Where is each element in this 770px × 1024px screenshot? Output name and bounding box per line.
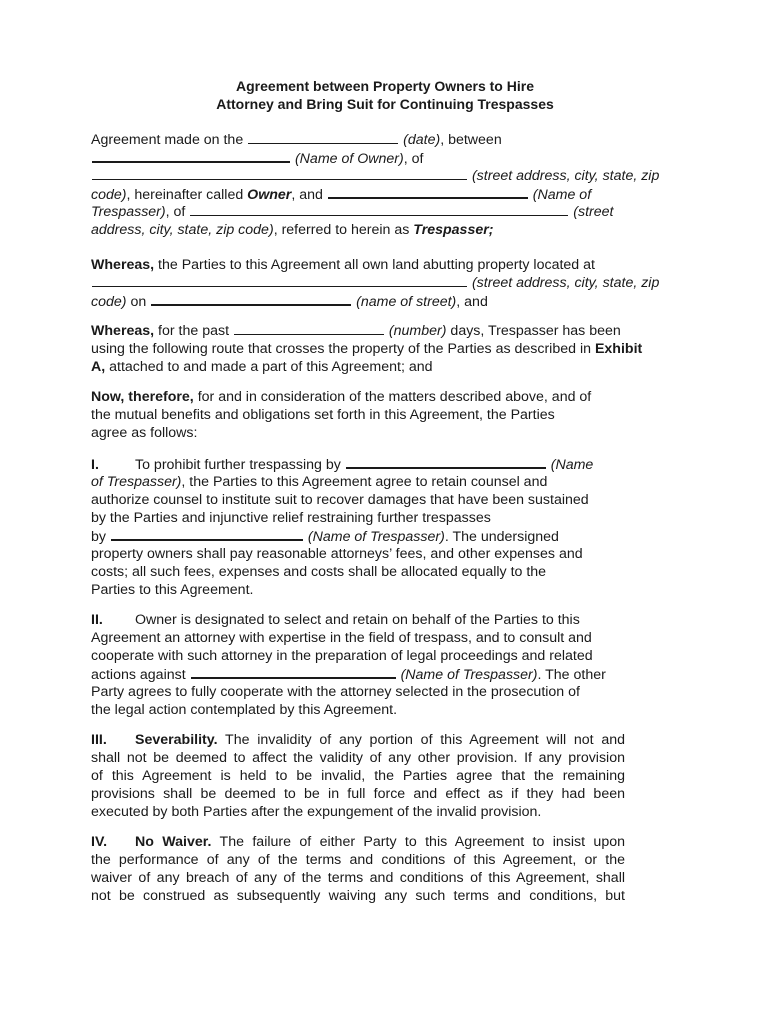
- section-1-number: I.: [91, 457, 99, 473]
- section-2-number: II.: [91, 612, 103, 628]
- section-2-line-5: Party agrees to fully cooperate with the attorney selected in the prosecution of: [91, 684, 580, 700]
- trespasser-name-blank-3[interactable]: [111, 527, 303, 541]
- section-3-heading: Severability.: [135, 732, 218, 748]
- whereas-2-line-1: Whereas, for the past (number) days, Trespasser has been: [91, 323, 621, 339]
- section-3-line-2: shall not be deemed to affect the validity of any other provision. If any provision: [91, 750, 625, 766]
- property-address-blank[interactable]: [92, 274, 467, 287]
- street-name-blank[interactable]: [151, 292, 351, 306]
- whereas-1-line-3: code) on (name of street), and: [91, 294, 488, 310]
- intro-line-1: Agreement made on the (date), between: [91, 132, 502, 148]
- trespasser-address-blank[interactable]: [190, 203, 568, 216]
- now-therefore-line-3: agree as follows:: [91, 425, 198, 441]
- section-2-line-1: II. Owner is designated to select and retain on behalf of the Parties to this: [91, 612, 580, 628]
- days-number-blank[interactable]: [234, 322, 384, 335]
- owner-name-blank[interactable]: [92, 149, 290, 163]
- intro-line-3: (street address, city, state, zip: [91, 167, 659, 185]
- document-title: [0, 77, 770, 113]
- section-1-line-8: Parties to this Agreement.: [91, 582, 254, 598]
- section-4-line-3: waiver of any breach of any of the terms and conditions of this Agreement, shall: [91, 870, 625, 886]
- section-3-line-3: of this Agreement is held to be invalid, the Parties agree that the remaining: [91, 768, 625, 784]
- trespasser-name-blank-4[interactable]: [191, 665, 396, 679]
- whereas-2-line-2: using the following route that crosses the property of the Parties as described in Exhibit: [91, 341, 643, 357]
- section-2-line-3: cooperate with such attorney in the preparation of legal proceedings and related: [91, 648, 593, 664]
- intro-line-2: (Name of Owner), of: [91, 149, 423, 168]
- now-therefore-line-1: Now, therefore, for and in consideration of the matters described above, and of: [91, 389, 592, 405]
- section-2-line-6: the legal action contemplated by this Agreement.: [91, 702, 398, 718]
- section-3-line-5: executed by both Parties after the expungement of the invalid provision.: [91, 804, 542, 820]
- whereas-1-line-1: Whereas, the Parties to this Agreement all own land abutting property located at: [91, 257, 595, 273]
- section-1-line-3: authorize counsel to institute suit to recover damages that have been sustained: [91, 492, 589, 508]
- section-4-line-2: the performance of any of the terms and conditions of this Agreement, or the: [91, 852, 625, 868]
- title-line-2: Attorney and Bring Suit for Continuing Trespasses: [216, 96, 554, 112]
- date-blank[interactable]: [248, 131, 398, 144]
- section-3-line-1: III. Severability. The invalidity of any portion of this Agreement will not and: [91, 732, 625, 748]
- section-1-line-2: of Trespasser), the Parties to this Agreement agree to retain counsel and: [91, 474, 548, 490]
- section-1-line-1: I. To prohibit further trespassing by (Name: [91, 457, 594, 473]
- section-1-line-5: by (Name of Trespasser). The undersigned: [91, 529, 559, 545]
- section-1-line-4: by the Parties and injunctive relief restraining further trespasses: [91, 510, 491, 526]
- section-4-line-4: not be construed as subsequently waiving any such terms and conditions, but: [91, 888, 625, 904]
- section-4-line-1: IV. No Waiver. The failure of either Party to this Agreement to insist upon: [91, 834, 625, 850]
- section-4-heading: No Waiver.: [135, 834, 212, 850]
- owner-address-blank[interactable]: [92, 167, 467, 180]
- section-3-number: III.: [91, 732, 107, 748]
- section-2-line-2: Agreement an attorney with expertise in the field of trespass, and to consult and: [91, 630, 592, 646]
- section-1-line-6: property owners shall pay reasonable attorneys’ fees, and other expenses and: [91, 546, 583, 562]
- whereas-2-line-3: A, attached to and made a part of this Agreement; and: [91, 359, 433, 375]
- intro-line-6: address, city, state, zip code), referred to herein as Trespasser;: [91, 222, 494, 238]
- section-1-line-7: costs; all such fees, expenses and costs shall be allocated equally to the: [91, 564, 547, 580]
- section-2-line-4: actions against (Name of Trespasser). The other: [91, 667, 606, 683]
- title-line-1: Agreement between Property Owners to Hire: [236, 78, 534, 94]
- trespasser-name-blank-1[interactable]: [328, 185, 528, 199]
- intro-line-4: code), hereinafter called Owner, and (Name of: [91, 187, 592, 203]
- intro-line-5: Trespasser), of (street: [91, 204, 614, 220]
- now-therefore-line-2: the mutual benefits and obligations set forth in this Agreement, the Parties: [91, 407, 555, 423]
- trespasser-name-blank-2[interactable]: [346, 455, 546, 469]
- whereas-1-line-2: (street address, city, state, zip: [91, 274, 659, 292]
- section-3-line-4: provisions shall be deemed to be in full force and effect as if they had been: [91, 786, 625, 802]
- section-4-number: IV.: [91, 834, 108, 850]
